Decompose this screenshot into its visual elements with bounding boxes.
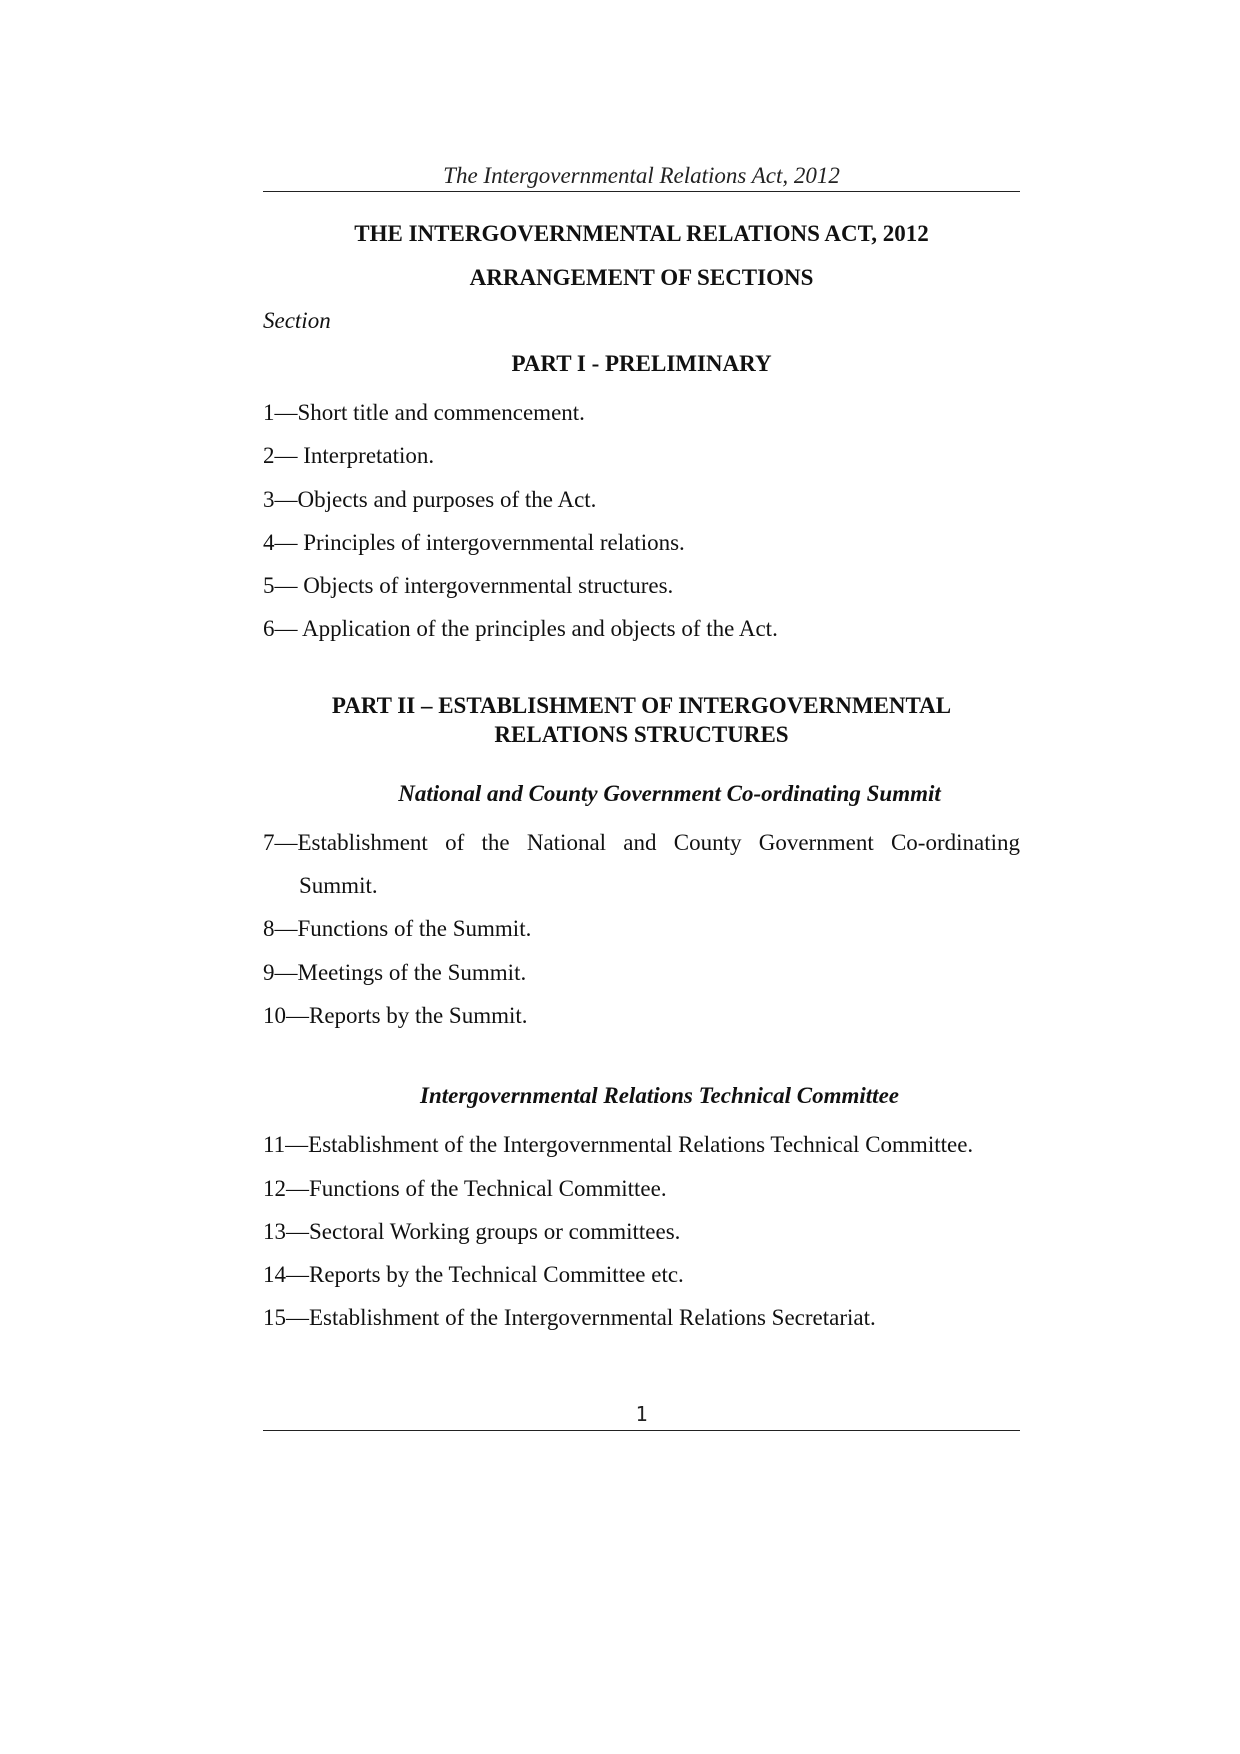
section-entry-2: 2— Interpretation. — [263, 443, 435, 469]
section-entry-1: 1—Short title and commencement. — [263, 400, 585, 425]
part-two-heading-line-2: RELATIONS STRUCTURES — [494, 721, 789, 747]
section-entry-8: 8—Functions of the Summit. — [263, 916, 532, 942]
section-column-label: Section — [263, 308, 331, 333]
section-entry-15: 15—Establishment of the Intergovernmental Relations Secretariat. — [263, 1305, 876, 1331]
section-entry-12: 12—Functions of the Technical Committee. — [263, 1175, 667, 1201]
section-entry-14: 14—Reports by the Technical Committee etc. — [263, 1262, 684, 1288]
section-entry-9: 9—Meetings of the Summit. — [263, 959, 527, 985]
act-title: THE INTERGOVERNMENTAL RELATIONS ACT, 2012 — [354, 221, 929, 246]
arrangement-title: ARRANGEMENT OF SECTIONS — [469, 265, 814, 290]
section-entry-7: 7—Establishment of the National and County Government Co-ordinating Summit. — [263, 829, 1020, 899]
part-two-heading — [263, 691, 1020, 778]
summit-list — [263, 821, 1020, 1037]
page-number: 1 — [635, 1402, 648, 1426]
part-two-heading-line-1: PART II – ESTABLISHMENT OF INTERGOVERNMENTAL — [331, 692, 952, 718]
footer-rule — [263, 1430, 1020, 1431]
summit-subheading: National and County Government Co-ordinating Summit — [398, 780, 941, 806]
section-entry-6: 6— Application of the principles and objects of the Act. — [263, 616, 778, 642]
committee-subheading: Intergovernmental Relations Technical Committee — [420, 1083, 899, 1109]
section-entry-4: 4— Principles of intergovernmental relations. — [263, 529, 685, 555]
header-rule — [263, 191, 1020, 192]
section-entry-5: 5— Objects of intergovernmental structures. — [263, 573, 674, 599]
committee-list — [263, 1123, 1020, 1339]
section-entry-3: 3—Objects and purposes of the Act. — [263, 486, 597, 512]
section-entry-10: 10—Reports by the Summit. — [263, 1002, 528, 1028]
running-header: The Intergovernmental Relations Act, 2012 — [443, 163, 840, 188]
part-one-heading: PART I - PRELIMINARY — [511, 351, 772, 376]
page-content — [263, 218, 1020, 1340]
part-one-list — [263, 391, 1020, 651]
section-entry-13: 13—Sectoral Working groups or committees. — [263, 1218, 681, 1244]
section-entry-11: 11—Establishment of the Intergovernmental Relations Technical Committee. — [263, 1132, 974, 1158]
